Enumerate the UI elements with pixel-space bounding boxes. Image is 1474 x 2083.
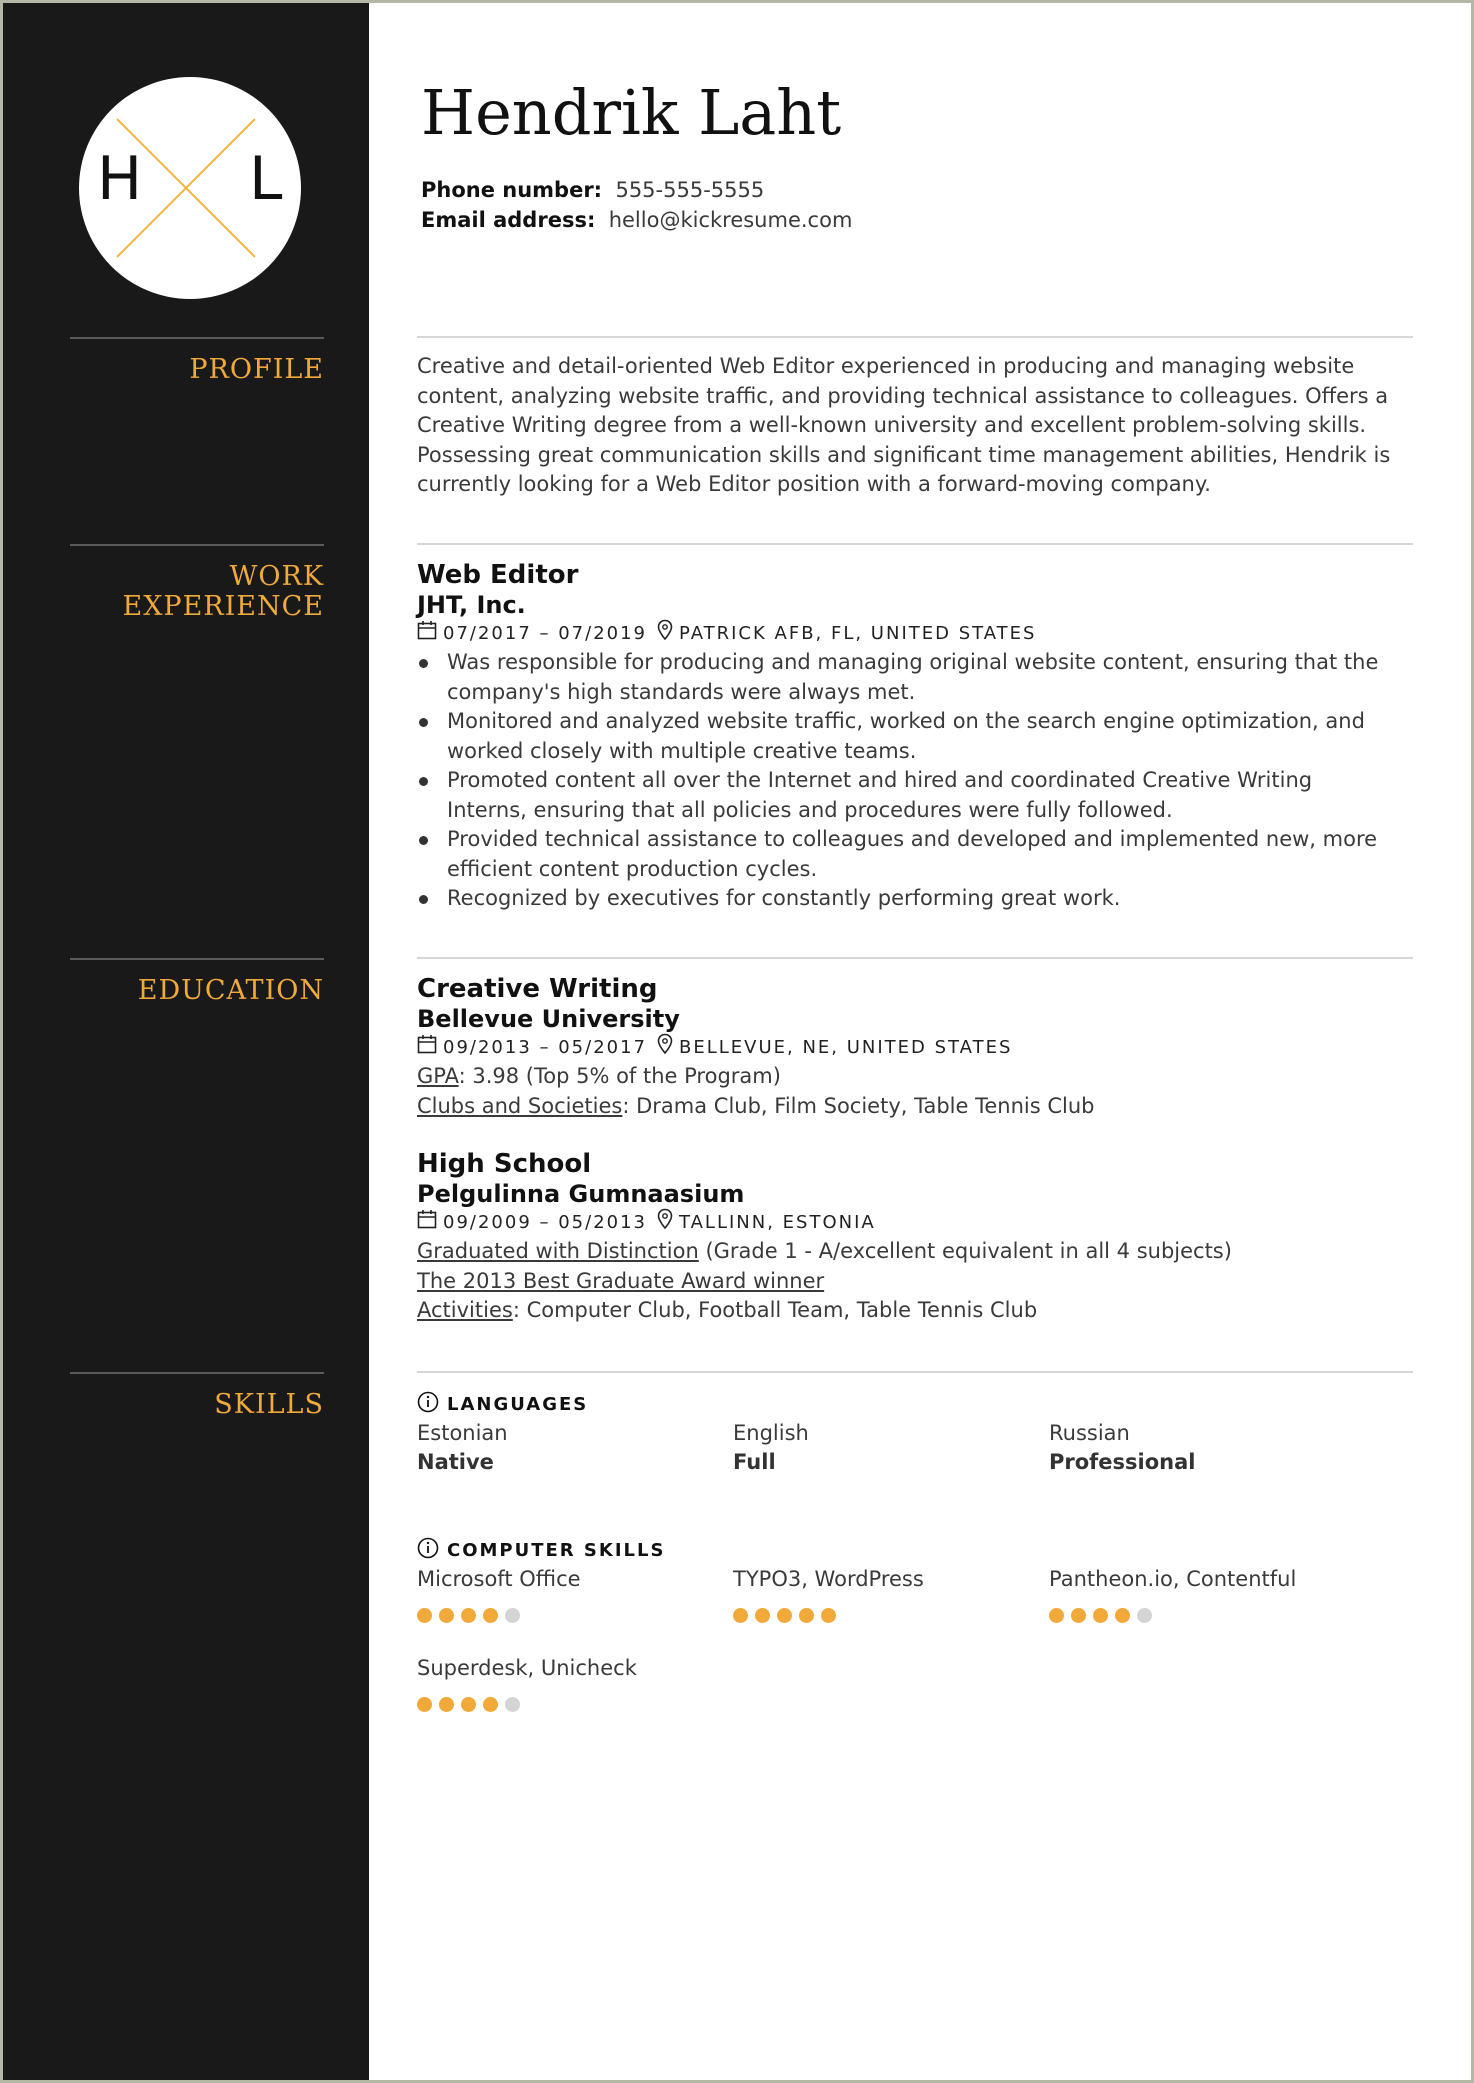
profile-line: Possessing great communication skills and significant time management abilities, Hendrik is [417, 442, 1391, 467]
rating-dot-filled [1115, 1608, 1130, 1623]
divider [417, 1371, 1413, 1373]
profile-line: Creative and detail-oriented Web Editor experienced in producing and managing website [417, 354, 1355, 378]
rating-dot-filled [417, 1697, 432, 1712]
calendar-icon [417, 1209, 437, 1238]
job-duties [417, 648, 1413, 914]
degree-title: High School [417, 1149, 592, 1179]
section-title-skills: SKILLS [214, 1389, 324, 1420]
contact-block [421, 175, 852, 235]
rating-dot-filled [799, 1608, 814, 1623]
skill-rating [1049, 1608, 1365, 1623]
job-dates: 07/2017 – 07/2019 [443, 623, 647, 644]
job-title: Web Editor [417, 560, 579, 590]
divider [70, 337, 324, 339]
languages-list [417, 1419, 1413, 1477]
list-item: Was responsible for producing and managing original website content, ensuring that the company's high standards were always met. [417, 648, 1413, 707]
education-location: TALLINN, ESTONIA [679, 1212, 876, 1233]
rating-dot-filled [777, 1608, 792, 1623]
rating-dot-filled [1093, 1608, 1108, 1623]
languages-heading: LANGUAGES [417, 1391, 1413, 1417]
section-title-profile: PROFILE [189, 354, 324, 385]
sidebar-section-skills [70, 1372, 324, 1420]
rating-dot-empty [505, 1697, 520, 1712]
list-item: Recognized by executives for constantly performing great work. [417, 884, 1413, 914]
computer-skills-list [417, 1565, 1413, 1712]
list-item: Provided technical assistance to colleagues and developed and implemented new, more efficient content production cycles. [417, 825, 1413, 884]
rating-dot-filled [1049, 1608, 1064, 1623]
phone-value: 555-555-5555 [615, 178, 765, 202]
location-pin-icon [657, 619, 673, 650]
skill-item: Microsoft Office [417, 1565, 733, 1654]
rating-dot-filled [483, 1608, 498, 1623]
monogram-letter-second: L [249, 144, 283, 214]
education-meta [417, 1209, 1413, 1237]
skills-block [417, 1391, 1413, 1712]
monogram-letter-first: H [97, 144, 143, 214]
degree-title: Creative Writing [417, 974, 658, 1004]
education-entry [417, 974, 1413, 1326]
rating-dot-filled [1071, 1608, 1086, 1623]
sidebar-section-profile [70, 337, 324, 385]
rating-dot-empty [1137, 1608, 1152, 1623]
rating-dot-filled [439, 1608, 454, 1623]
education-dates: 09/2013 – 05/2017 [443, 1037, 647, 1058]
skill-rating [417, 1697, 733, 1712]
education-detail: Clubs and Societies: Drama Club, Film Society, Table Tennis Club [417, 1093, 1095, 1118]
calendar-icon [417, 1034, 437, 1063]
profile-summary [417, 352, 1417, 500]
rating-dot-filled [417, 1608, 432, 1623]
education-detail: Graduated with Distinction (Grade 1 - A/excellent equivalent in all 4 subjects) [417, 1239, 1232, 1263]
location-pin-icon [657, 1208, 673, 1239]
divider [417, 543, 1413, 545]
language-item: Russian Professional [1049, 1421, 1196, 1474]
info-icon [417, 1537, 439, 1564]
rating-dot-filled [439, 1697, 454, 1712]
profile-line: currently looking for a Web Editor position with a forward-moving company. [417, 472, 1211, 496]
divider [417, 336, 1413, 338]
education-detail: GPA: 3.98 (Top 5% of the Program) [417, 1064, 781, 1088]
skill-item: Pantheon.io, Contentful [1049, 1565, 1365, 1654]
rating-dot-filled [483, 1697, 498, 1712]
rating-dot-filled [461, 1608, 476, 1623]
sidebar [3, 3, 369, 2080]
skill-rating [733, 1608, 1049, 1623]
list-item: Promoted content all over the Internet and hired and coordinated Creative Writing Interns, ensuring that all policies and procedures were fully followed. [417, 766, 1413, 825]
sidebar-section-work [70, 544, 324, 622]
location-pin-icon [657, 1033, 673, 1064]
candidate-name: Hendrik Laht [421, 76, 842, 149]
divider [70, 544, 324, 546]
school-name: Pelgulinna Gumnaasium [417, 1180, 745, 1208]
school-name: Bellevue University [417, 1005, 680, 1033]
section-title-work: WORK EXPERIENCE [122, 561, 324, 622]
rating-dot-filled [821, 1608, 836, 1623]
divider [70, 1372, 324, 1374]
skill-rating [417, 1608, 733, 1623]
list-item: Monitored and analyzed website traffic, worked on the search engine optimization, and worked closely with multiple creative teams. [417, 707, 1413, 766]
monogram-avatar [79, 77, 301, 299]
email-value[interactable]: hello@kickresume.com [608, 208, 853, 232]
divider [70, 958, 324, 960]
rating-dot-filled [755, 1608, 770, 1623]
rating-dot-empty [505, 1608, 520, 1623]
sidebar-section-education [70, 958, 324, 1006]
computer-skills-heading: COMPUTER SKILLS [417, 1537, 1413, 1563]
language-item: Estonian Native [417, 1421, 508, 1474]
rating-dot-filled [733, 1608, 748, 1623]
profile-line: content, analyzing website traffic, and providing technical assistance to colleagues. Offers a [417, 383, 1389, 408]
skill-item: Superdesk, Unicheck [417, 1654, 733, 1712]
work-entry [417, 560, 1413, 914]
skill-item: TYPO3, WordPress [733, 1565, 1049, 1654]
email-label: Email address: [421, 208, 596, 232]
job-location: PATRICK AFB, FL, UNITED STATES [679, 623, 1037, 644]
education-dates: 09/2009 – 05/2013 [443, 1212, 647, 1233]
education-detail: Activities: Computer Club, Football Team, Table Tennis Club [417, 1298, 1038, 1322]
info-icon [417, 1391, 439, 1418]
calendar-icon [417, 620, 437, 649]
education-meta [417, 1034, 1413, 1062]
divider [417, 957, 1413, 959]
profile-line: Creative Writing degree from a well-known university and excellent problem-solving skills. [417, 413, 1367, 437]
rating-dot-filled [461, 1697, 476, 1712]
phone-label: Phone number: [421, 178, 603, 202]
education-location: BELLEVUE, NE, UNITED STATES [679, 1037, 1013, 1058]
education-detail: The 2013 Best Graduate Award winner [417, 1268, 825, 1293]
company-name: JHT, Inc. [417, 591, 526, 619]
section-title-education: EDUCATION [137, 975, 324, 1006]
job-meta [417, 620, 1413, 648]
language-item: English Full [733, 1421, 809, 1474]
